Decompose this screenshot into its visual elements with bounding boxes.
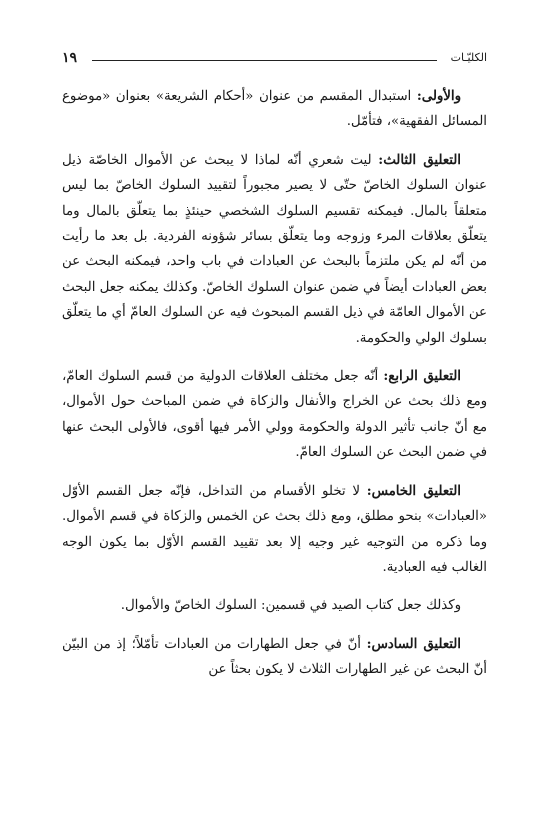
paragraph-hunting	[62, 593, 487, 618]
paragraph-lead: التعليق السادس:	[366, 636, 461, 652]
header-rule	[92, 60, 437, 61]
paragraph-comment-5	[62, 479, 487, 581]
paragraph-lead: التعليق الخامس:	[366, 483, 461, 499]
paragraph-text: لا تخلو الأقسام من التداخل، فإنّه جعل القسم الأوّل «العبادات» بنحو مطلق، ومع ذلك بحث عن الخمس والزكاة في قسم الأموال. وما ذكره من التوجيه غير وجيه إلا بعد تقييد القسم الأوّل بما يكون الوجه الغالب فيه العبادية.	[62, 483, 487, 575]
paragraph-text: أنّه جعل مختلف العلاقات الدولية من قسم السلوك العامّ، ومع ذلك بحث عن الخراج والأنفال والزكاة في ضمن المباحث حول الأموال، مع أنّ جانب تأثير الدولة والحكومة وولي الأمر فيها أقوى، فالأولى البحث عنها في ضمن البحث عن السلوك العامّ.	[62, 369, 487, 461]
page-number: ١٩	[62, 50, 78, 66]
paragraph-comment-6	[62, 632, 487, 683]
paragraph-lead: التعليق الثالث:	[378, 152, 461, 168]
paragraph-text: ليت شعري أنّه لماذا لا يبحث عن الأموال الخاصّة ذيل عنوان السلوك الخاصّ حتّى لا يصير مجبوراً لتقييد السلوك الخاصّ بما ليس متعلقاً بالمال. فيمكنه تقسيم السلوك الشخصي حينئذٍ بما يتعلّق بالمال وما يتعلّق بعلاقات المرء وزوجه وما يتعلّق بسائر شؤونه الفردية. بل بعد ما رأيت من أنّه لم يكن ملتزماً بالبحث عن العبادات في باب واحد، فيمكنه البحث عن بعض العبادات أيضاً في ضمن عنوان السلوك الخاصّ. وكذلك يمكنه جعل البحث عن الأموال العامّة في ذيل القسم المبحوث فيه عن السلوك العامّ أي ما يتعلّق بسلوك الولي والحكومة.	[62, 152, 487, 346]
paragraph-comment-3	[62, 148, 487, 351]
paragraph-preferred	[62, 84, 487, 135]
page-body	[62, 84, 487, 696]
paragraph-comment-4	[62, 364, 487, 466]
paragraph-lead: التعليق الرابع:	[383, 369, 461, 385]
running-header	[62, 48, 487, 68]
header-title: الكليّـات	[450, 51, 487, 64]
paragraph-text: وكذلك جعل كتاب الصيد في قسمين: السلوك الخاصّ والأموال.	[120, 598, 461, 614]
paragraph-lead: والأولى:	[416, 89, 461, 104]
paragraph-text: استبدال المقسم من عنوان «أحكام الشريعة» بعنوان «موضوع المسائل الفقهية»، فتأمّل.	[62, 89, 487, 130]
paragraph-text: أنّ في جعل الطهارات من العبادات تأمّلاً؛ إذ من البيّن أنّ البحث عن غير الطهارات الثلاث لا يكون بحثاً عن	[62, 636, 487, 678]
